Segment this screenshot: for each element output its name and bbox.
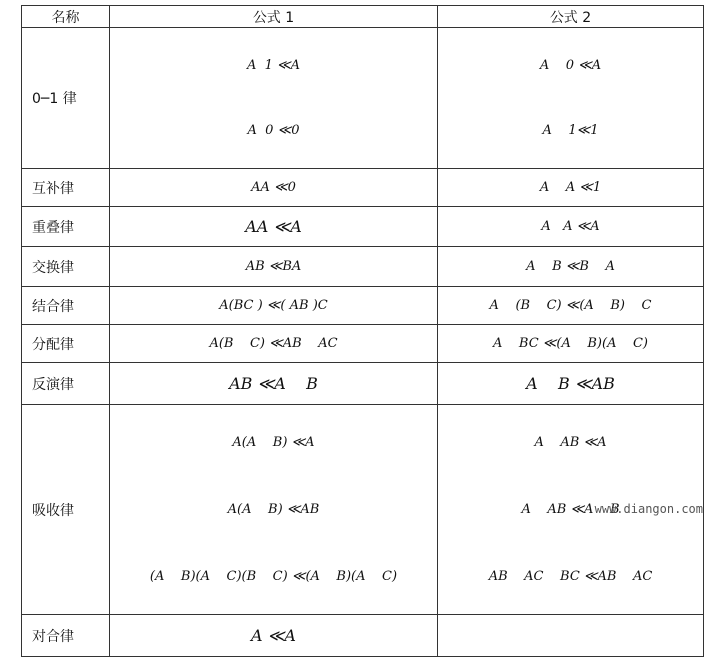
formula: A(A B) ≪AB <box>227 502 320 517</box>
formula1-cell <box>110 28 438 169</box>
watermark: www.diangon.com <box>594 502 703 516</box>
formula: A 0 ≪A <box>539 58 602 73</box>
law-name: 分配律 <box>22 325 110 363</box>
table-row <box>22 28 704 169</box>
formula: A(B C) ≪AB AC <box>110 325 438 363</box>
law-name: 互补律 <box>22 169 110 207</box>
formula: A(A B) ≪A <box>232 435 315 450</box>
header-row <box>22 6 704 28</box>
table-row <box>22 363 704 405</box>
formula2-cell-empty <box>438 615 704 657</box>
header-name: 名称 <box>22 6 110 28</box>
law-name: 对合律 <box>22 615 110 657</box>
formula: A B ≪AB <box>438 363 704 405</box>
formula2-cell <box>438 28 704 169</box>
formula: A 0 ≪0 <box>247 123 300 138</box>
formula: AA ≪0 <box>110 169 438 207</box>
formula: A (B C) ≪(A B) C <box>438 287 704 325</box>
table-row <box>22 287 704 325</box>
table-row <box>22 207 704 247</box>
formula: AB ≪BA <box>110 247 438 287</box>
formula: AA ≪A <box>110 207 438 247</box>
formula: A AB ≪A B <box>521 502 620 517</box>
formula: A 1≪1 <box>542 123 599 138</box>
formula: AB AC BC ≪AB AC <box>488 569 653 584</box>
table-row <box>22 169 704 207</box>
law-name: 重叠律 <box>22 207 110 247</box>
formula: A 1 ≪A <box>246 58 301 73</box>
formula: (A B)(A C)(B C) ≪(A B)(A C) <box>149 569 398 584</box>
law-name: 交换律 <box>22 247 110 287</box>
formula: A A ≪A <box>438 207 704 247</box>
law-name: 反演律 <box>22 363 110 405</box>
law-name: 0─1 律 <box>22 28 110 169</box>
table-row <box>22 615 704 657</box>
formula: A AB ≪A <box>534 435 607 450</box>
law-name: 吸收律 <box>22 405 110 615</box>
formula: A ≪A <box>110 615 438 657</box>
table-row <box>22 325 704 363</box>
formula: A A ≪1 <box>438 169 704 207</box>
logic-laws-table <box>21 5 704 657</box>
law-name: 结合律 <box>22 287 110 325</box>
formula: A B ≪B A <box>438 247 704 287</box>
formula: A(BC ) ≪( AB )C <box>110 287 438 325</box>
formula1-cell <box>110 405 438 615</box>
header-formula1: 公式 1 <box>110 6 438 28</box>
formula: A BC ≪(A B)(A C) <box>438 325 704 363</box>
header-formula2: 公式 2 <box>438 6 704 28</box>
table-row <box>22 247 704 287</box>
formula: AB ≪A B <box>110 363 438 405</box>
